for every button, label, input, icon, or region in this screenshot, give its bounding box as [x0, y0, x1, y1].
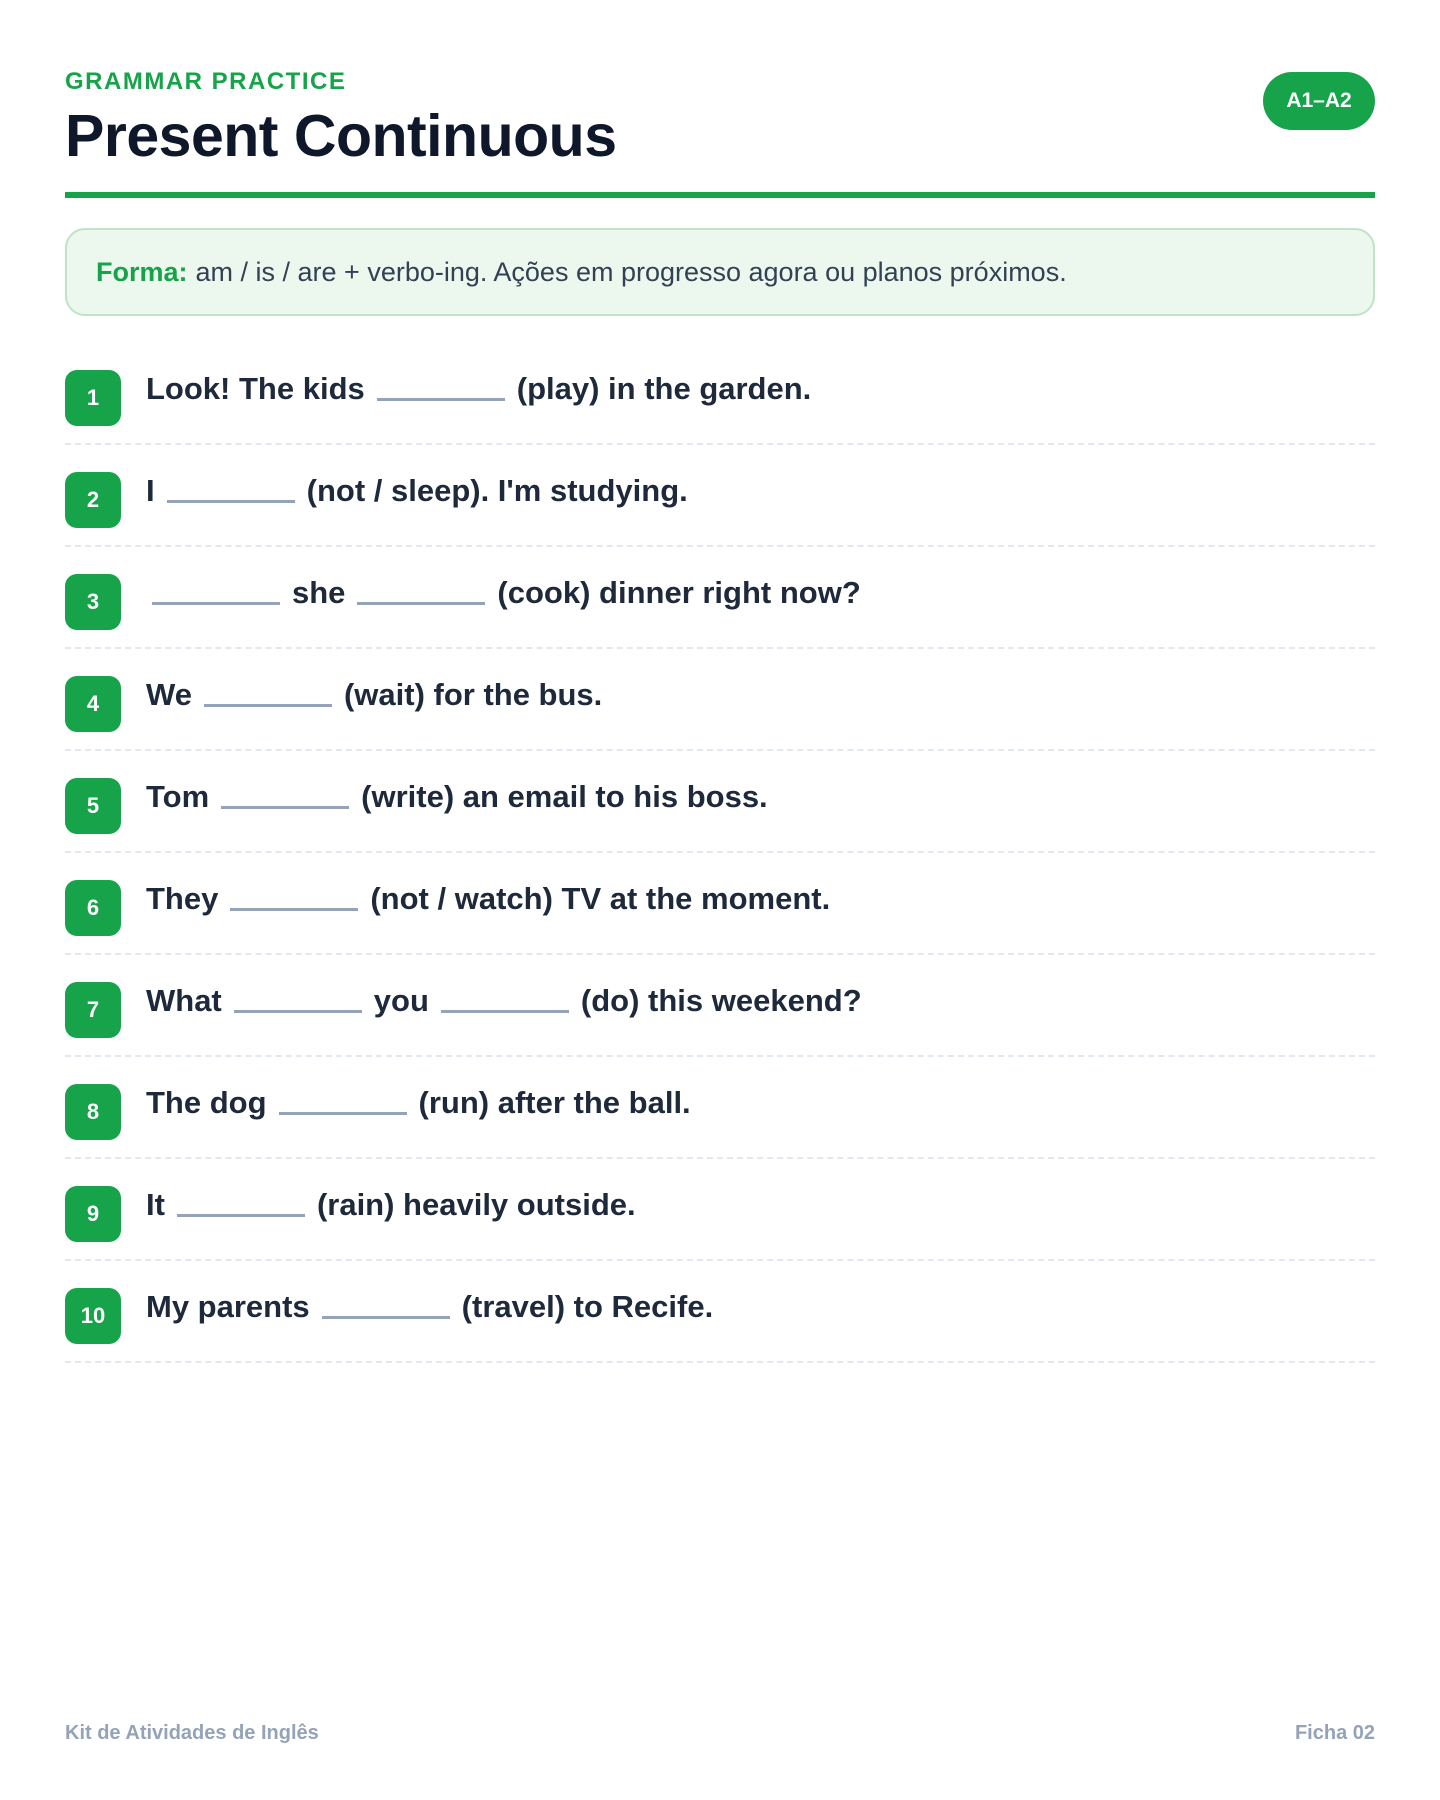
sentence-text: Tom — [146, 779, 210, 814]
exercise-sentence — [146, 1187, 636, 1223]
exercise-sentence — [146, 1289, 713, 1325]
exercise-item — [65, 1261, 1375, 1363]
exercise-number: 5 — [65, 778, 121, 834]
sentence-text: (do) this weekend? — [580, 983, 862, 1018]
sentence-text: (not / sleep). I'm studying. — [306, 473, 688, 508]
exercise-sentence — [146, 575, 861, 611]
exercise-sentence — [146, 881, 830, 917]
answer-blank[interactable] — [357, 602, 485, 605]
worksheet-page — [65, 0, 1375, 1800]
exercise-sentence — [146, 371, 811, 407]
sentence-text: she — [292, 575, 346, 610]
exercise-item — [65, 343, 1375, 445]
sentence-text: It — [146, 1187, 165, 1222]
sentence-text: My parents — [146, 1289, 310, 1324]
header — [65, 68, 1375, 169]
exercise-number: 3 — [65, 574, 121, 630]
sentence-text: I — [146, 473, 155, 508]
sentence-text: (wait) for the bus. — [343, 677, 603, 712]
answer-blank[interactable] — [152, 602, 280, 605]
exercise-number: 4 — [65, 676, 121, 732]
sentence-text: We — [146, 677, 192, 712]
footer-sheet-number: Ficha 02 — [1294, 1722, 1375, 1744]
sentence-text: (rain) heavily outside. — [316, 1187, 636, 1222]
exercise-number: 7 — [65, 982, 121, 1038]
sentence-text: Look! The kids — [146, 371, 365, 406]
exercise-item — [65, 1057, 1375, 1159]
answer-blank[interactable] — [377, 398, 505, 401]
sentence-text: (not / watch) TV at the moment. — [370, 881, 831, 916]
grammar-note — [65, 228, 1375, 316]
level-badge: A1–A2 — [1263, 72, 1375, 130]
answer-blank[interactable] — [221, 806, 349, 809]
exercise-sentence — [146, 983, 862, 1019]
sentence-text: The dog — [146, 1085, 267, 1120]
grammar-note-text: am / is / are + verbo-ing. Ações em progresso agora ou planos próximos. — [195, 256, 1067, 287]
exercise-sentence — [146, 473, 688, 509]
sentence-text: What — [146, 983, 222, 1018]
sentence-text: (play) in the garden. — [516, 371, 812, 406]
exercise-number: 9 — [65, 1186, 121, 1242]
exercise-sentence — [146, 677, 602, 713]
exercise-sentence — [146, 779, 768, 815]
header-divider — [65, 192, 1375, 198]
answer-blank[interactable] — [230, 908, 358, 911]
answer-blank[interactable] — [279, 1112, 407, 1115]
sentence-text: you — [373, 983, 429, 1018]
answer-blank[interactable] — [441, 1010, 569, 1013]
sentence-text: (cook) dinner right now? — [497, 575, 861, 610]
exercise-number: 10 — [65, 1288, 121, 1344]
grammar-note-label: Forma: — [96, 256, 188, 287]
exercise-item — [65, 751, 1375, 853]
exercise-item — [65, 547, 1375, 649]
answer-blank[interactable] — [177, 1214, 305, 1217]
exercise-number: 2 — [65, 472, 121, 528]
exercise-item — [65, 445, 1375, 547]
exercise-number: 1 — [65, 370, 121, 426]
exercise-item — [65, 853, 1375, 955]
exercise-item — [65, 955, 1375, 1057]
answer-blank[interactable] — [322, 1316, 450, 1319]
exercise-number: 8 — [65, 1084, 121, 1140]
sentence-text: (write) an email to his boss. — [361, 779, 768, 814]
exercise-sentence — [146, 1085, 691, 1121]
footer-kit-name: Kit de Atividades de Inglês — [65, 1722, 319, 1744]
answer-blank[interactable] — [204, 704, 332, 707]
answer-blank[interactable] — [167, 500, 295, 503]
exercise-item — [65, 649, 1375, 751]
page-title: Present Continuous — [65, 103, 617, 169]
answer-blank[interactable] — [234, 1010, 362, 1013]
exercise-number: 6 — [65, 880, 121, 936]
eyebrow: GRAMMAR PRACTICE — [65, 68, 347, 95]
sentence-text: (run) after the ball. — [418, 1085, 691, 1120]
sentence-text: They — [146, 881, 219, 916]
exercise-list — [65, 343, 1375, 1363]
exercise-item — [65, 1159, 1375, 1261]
sentence-text: (travel) to Recife. — [461, 1289, 714, 1324]
